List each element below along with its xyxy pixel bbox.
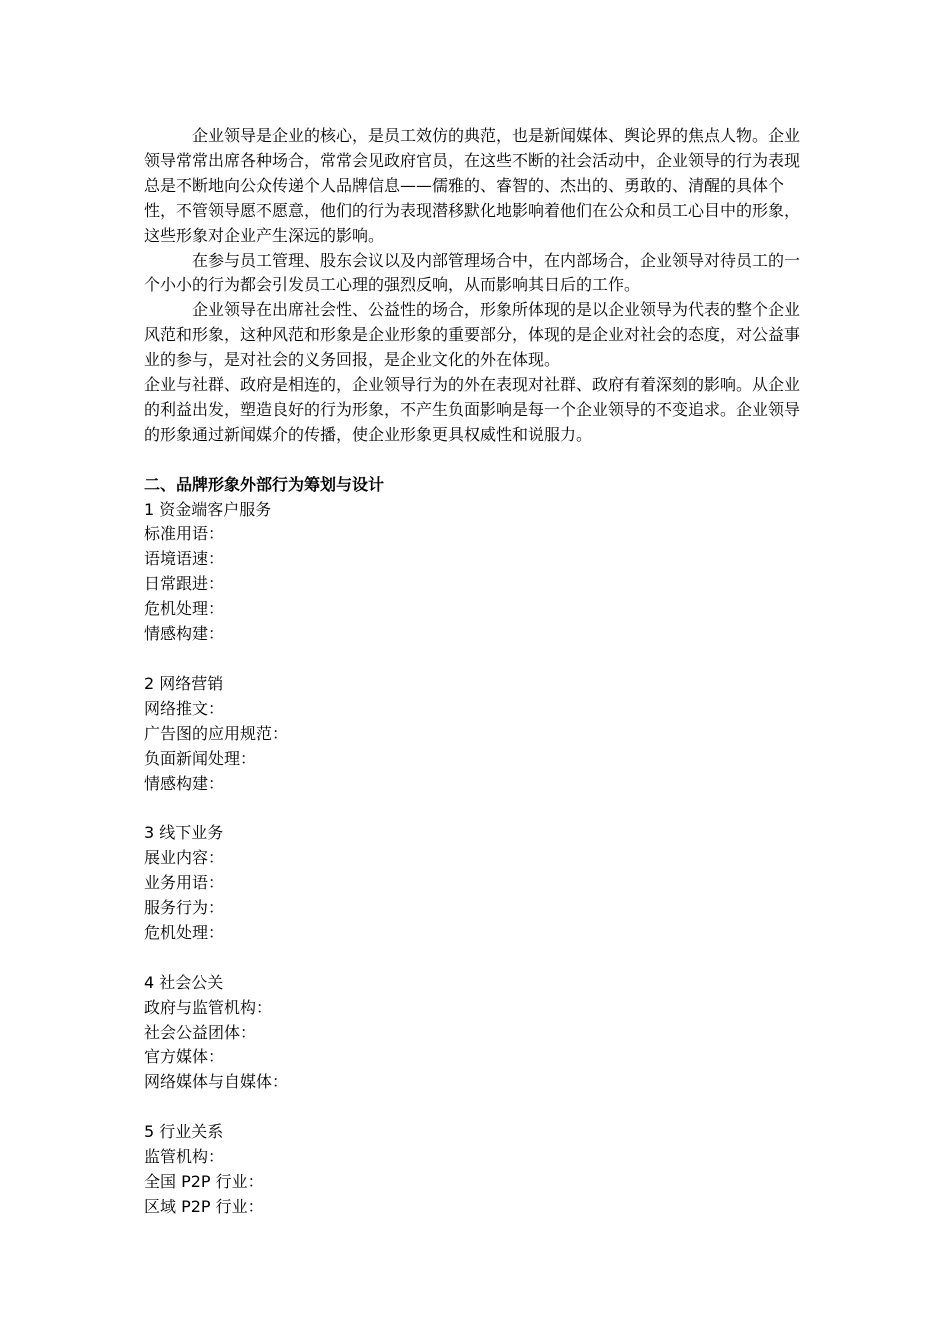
section-offline-business [144, 821, 804, 946]
section-title: 3 线下业务 [144, 823, 224, 843]
list-item: 政府与监管机构： [144, 997, 273, 1017]
section-client-service [144, 498, 804, 647]
list-item: 危机处理： [144, 599, 225, 619]
section-online-marketing [144, 672, 804, 797]
section-industry-relations [144, 1120, 804, 1220]
section-public-relations [144, 971, 804, 1096]
paragraph-public-occasions: 企业领导在出席社会性、公益性的场合，形象所体现的是以企业领导为代表的整个企业风范和形象，这种风范和形象是企业形象的重要部分，体现的是企业对社会的态度，对公益事业的参与，是对社会的义务回报，是企业文化的外在体现。 [144, 300, 801, 370]
section-title: 1 资金端客户服务 [144, 499, 272, 519]
section-title: 5 行业关系 [144, 1122, 224, 1142]
list-item: 标准用语： [144, 524, 225, 544]
section-heading: 二、品牌形象外部行为筹划与设计 [144, 474, 385, 494]
list-item: 业务用语： [144, 873, 225, 893]
list-item: 情感构建： [144, 624, 225, 644]
list-item: 负面新闻处理： [144, 748, 257, 768]
paragraph-community-government: 企业与社群、政府是相连的，企业领导行为的外在表现对社群、政府有着深刻的影响。从企业的利益出发，塑造良好的行为形象，不产生负面影响是每一个企业领导的不变追求。企业领导的形象通过新闻媒介的传播，使企业形象更具权威性和说服力。 [144, 375, 801, 444]
paragraph-leader-core: 企业领导是企业的核心，是员工效仿的典范，也是新闻媒体、舆论界的焦点人物。企业领导常常出席各种场合，常常会见政府官员，在这些不断的社会活动中，企业领导的行为表现总是不断地向公众传递个人品牌信息——儒雅的、睿智的、杰出的、勇敢的、清醒的具体个性，不管领导愿不愿意，他们的行为表现潜移默化地影响着他们在公众和员工心目中的形象，这些形象对企业产生深远的影响。 [144, 126, 801, 245]
blank-line [144, 448, 804, 473]
list-item: 广告图的应用规范： [144, 723, 289, 743]
list-item: 官方媒体： [144, 1047, 225, 1067]
list-item: 日常跟进： [144, 574, 225, 594]
blank-line [144, 1095, 804, 1120]
list-item: 监管机构： [144, 1147, 225, 1167]
list-item: 危机处理： [144, 922, 225, 942]
document-page [144, 124, 804, 1220]
paragraph-internal-management: 在参与员工管理、股东会议以及内部管理场合中，在内部场合，企业领导对待员工的一个小小的行为都会引发员工心理的强烈反响，从而影响其日后的工作。 [144, 250, 801, 295]
list-item: 全国 P2P 行业： [144, 1171, 264, 1191]
blank-line [144, 796, 804, 821]
list-item: 区域 P2P 行业： [144, 1196, 264, 1216]
list-item: 社会公益团体： [144, 1022, 257, 1042]
blank-line [144, 946, 804, 971]
list-item: 展业内容： [144, 848, 225, 868]
list-item: 网络媒体与自媒体： [144, 1072, 289, 1092]
list-item: 服务行为： [144, 898, 225, 918]
blank-line [144, 647, 804, 672]
section-title: 2 网络营销 [144, 673, 224, 693]
section-title: 4 社会公关 [144, 972, 224, 992]
list-item: 网络推文： [144, 698, 225, 718]
list-item: 语境语速： [144, 549, 225, 569]
list-item: 情感构建： [144, 773, 225, 793]
